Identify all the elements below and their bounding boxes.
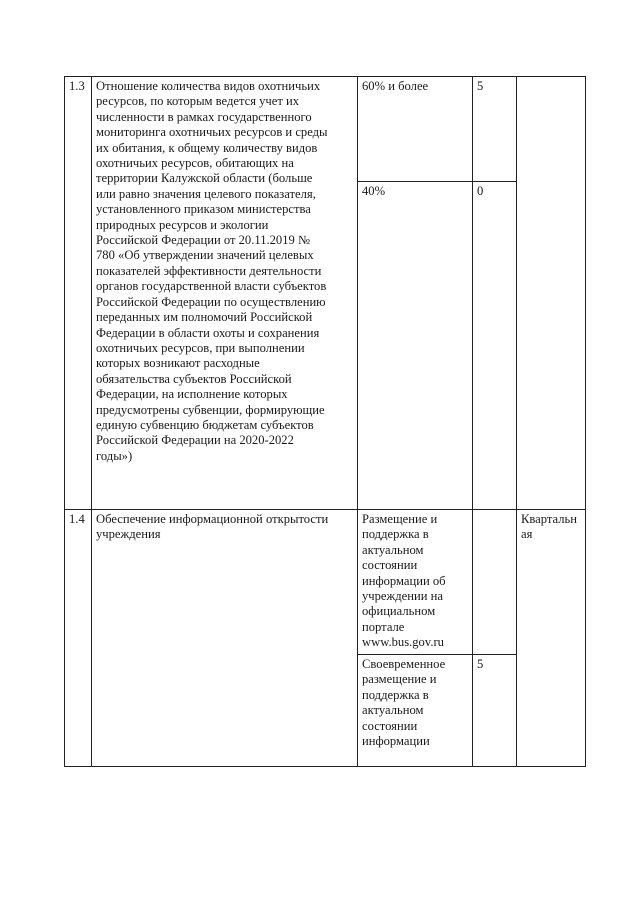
criterion-score: 5 xyxy=(473,655,517,767)
indicator-text: Отношение количества видов охотничьих ресурсов, по которым ведется учет их численности в рамках государственного мониторинга охотничьих ресурсов и среды их обитания, к общему количеству видов охотничьих ресурсов, обитающих на территории Калужской области (больше или равно значения целевого показателя, установленного приказом министерства природных ресурсов и экологии Российской Федерации от 20.11.2019 № 780 «Об утверждении значений целевых показателей эффективности деятельности органов государственной власти субъектов Российской Федерации по осуществлению переданных им полномочий Российской Федерации в области охоты и сохранения охотничьих ресурсов, при выполнении которых возникают расходные обязательства субъектов Российской Федерации, на исполнение которых предусмотрены субвенции, формирующие единую субвенцию бюджетам субъектов Российской Федерации на 2020-2022 годы») xyxy=(92,77,358,510)
criterion-value: 60% и более xyxy=(358,77,473,182)
criterion-score: 5 xyxy=(473,77,517,182)
criteria-table xyxy=(64,76,586,767)
criterion-value: Размещение и поддержка в актуальном состоянии информации об учреждении на официальном портале www.bus.gov.ru xyxy=(358,510,473,655)
row-number: 1.4 xyxy=(65,510,92,767)
period-cell: Квартальная xyxy=(517,510,586,767)
criterion-score xyxy=(473,510,517,655)
period-cell xyxy=(517,77,586,510)
criterion-score: 0 xyxy=(473,182,517,510)
indicator-text: Обеспечение информационной открытости учреждения xyxy=(92,510,358,767)
table-row xyxy=(65,77,586,182)
row-number: 1.3 xyxy=(65,77,92,510)
criterion-value: 40% xyxy=(358,182,473,510)
criterion-value: Своевременное размещение и поддержка в актуальном состоянии информации xyxy=(358,655,473,767)
table-row xyxy=(65,510,586,655)
